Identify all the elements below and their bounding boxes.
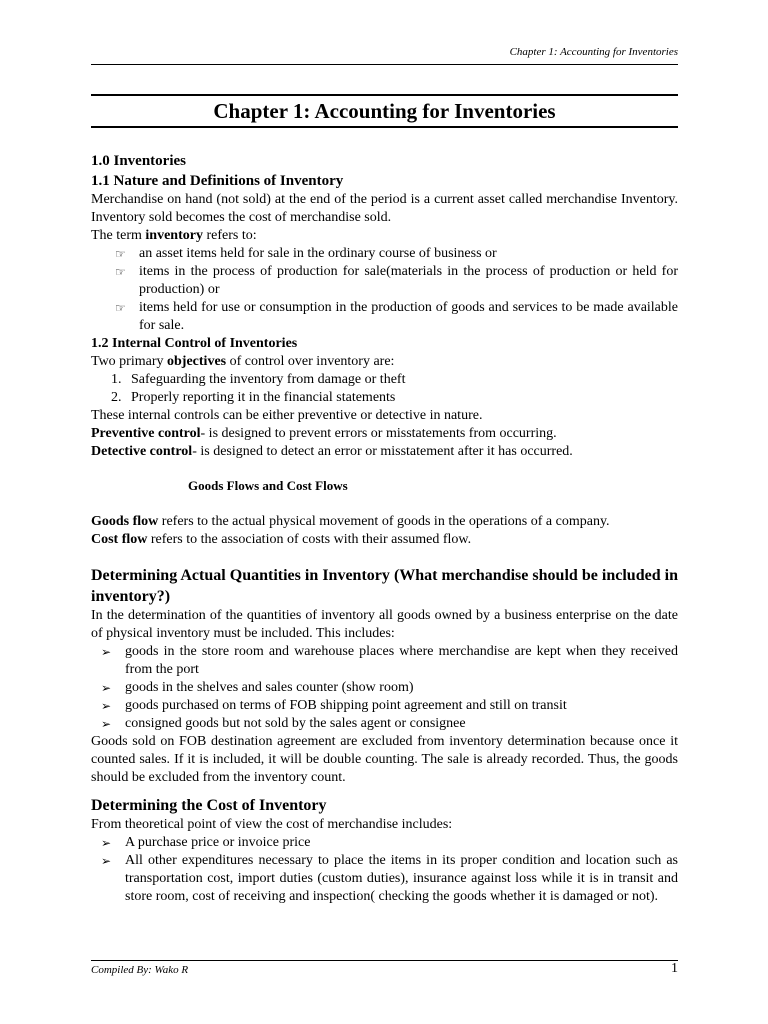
preventive-term: Preventive control bbox=[91, 426, 201, 441]
goods-cost-flows-heading: Goods Flows and Cost Flows bbox=[188, 478, 348, 493]
page-content bbox=[91, 151, 678, 906]
cost-of-inventory-heading: Determining the Cost of Inventory bbox=[91, 797, 327, 814]
quantities-list bbox=[91, 643, 678, 733]
list-item-text: consigned goods but not sold by the sales agent or consignee bbox=[125, 716, 466, 731]
list-item bbox=[91, 834, 678, 852]
page-number: 1 bbox=[671, 961, 678, 976]
cost-flow-line bbox=[91, 531, 678, 549]
list-item bbox=[91, 679, 678, 697]
list-item bbox=[91, 299, 678, 335]
header-rule bbox=[91, 64, 678, 65]
pointing-hand-icon: ☞ bbox=[115, 265, 126, 279]
list-item bbox=[91, 697, 678, 715]
list-item-text: goods in the store room and warehouse places where merchandise are kept when they received from the port bbox=[125, 644, 678, 677]
list-item-text: goods purchased on terms of FOB shipping point agreement and still on transit bbox=[125, 698, 567, 713]
list-item-text: items in the process of production for sale(materials in the process of production or held for production) or bbox=[139, 264, 678, 297]
quantities-paragraph: In the determination of the quantities of inventory all goods owned by a business enterprise on the date of physical inventory must be included. This includes: bbox=[91, 608, 678, 641]
pointing-hand-icon: ☞ bbox=[115, 301, 126, 315]
actual-quantities-heading: Determining Actual Quantities in Inventory (What merchandise should be included in inventory?) bbox=[91, 567, 678, 605]
controls-paragraph: These internal controls can be either preventive or detective in nature. bbox=[91, 408, 483, 423]
list-item-text: items held for use or consumption in the production of goods and services to be made available for sale. bbox=[139, 300, 678, 333]
arrowhead-icon: ➢ bbox=[101, 717, 112, 731]
list-item bbox=[91, 389, 678, 407]
preventive-text: - is designed to prevent errors or misstatements from occurring. bbox=[200, 426, 557, 441]
list-number: 2. bbox=[111, 390, 122, 405]
preventive-control-line bbox=[91, 425, 678, 443]
cost-paragraph: From theoretical point of view the cost of merchandise includes: bbox=[91, 817, 453, 832]
term-pre: The term bbox=[91, 228, 146, 243]
list-item-text: All other expenditures necessary to place the items in its proper condition and location such as transportation cost, import duties (custom duties), insurance against loss while it is in transit and store room, cost of receiving and inspection( checking the goods whether it is damaged or not). bbox=[125, 853, 678, 904]
list-item-text: Safeguarding the inventory from damage or theft bbox=[131, 372, 406, 387]
cost-flow-term: Cost flow bbox=[91, 532, 148, 547]
footer-rule bbox=[91, 960, 678, 961]
inventory-definition-list bbox=[91, 245, 678, 335]
goods-flow-text: refers to the actual physical movement of goods in the operations of a company. bbox=[158, 514, 610, 529]
cost-list bbox=[91, 834, 678, 906]
list-item-text: goods in the shelves and sales counter (show room) bbox=[125, 680, 414, 695]
section-1-0-heading: 1.0 Inventories bbox=[91, 153, 186, 169]
section-1-2-heading: 1.2 Internal Control of Inventories bbox=[91, 336, 298, 351]
arrowhead-icon: ➢ bbox=[101, 681, 112, 695]
detective-text: - is designed to detect an error or misstatement after it has occurred. bbox=[192, 444, 573, 459]
running-header: Chapter 1: Accounting for Inventories bbox=[509, 46, 678, 58]
list-item bbox=[91, 263, 678, 299]
obj-bold: objectives bbox=[167, 354, 227, 369]
arrowhead-icon: ➢ bbox=[101, 699, 112, 713]
list-item-text: A purchase price or invoice price bbox=[125, 835, 311, 850]
document-page bbox=[91, 0, 678, 1024]
list-item-text: Properly reporting it in the financial statements bbox=[131, 390, 396, 405]
goods-flow-term: Goods flow bbox=[91, 514, 159, 529]
term-bold: inventory bbox=[145, 228, 203, 243]
cost-flow-text: refers to the association of costs with their assumed flow. bbox=[147, 532, 472, 547]
term-inventory-line bbox=[91, 227, 678, 245]
obj-post: of control over inventory are: bbox=[226, 354, 395, 369]
objectives-intro bbox=[91, 353, 678, 371]
goods-flow-line bbox=[91, 513, 678, 531]
footer-compiled-by: Compiled By: Wako R bbox=[91, 964, 189, 976]
list-item bbox=[91, 715, 678, 733]
list-item-text: an asset items held for sale in the ordinary course of business or bbox=[139, 246, 497, 261]
term-post: refers to: bbox=[202, 228, 257, 243]
section-1-1-heading: 1.1 Nature and Definitions of Inventory bbox=[91, 173, 344, 189]
fob-paragraph: Goods sold on FOB destination agreement are excluded from inventory determination because once it counted sales. If it is included, it will be double counting. The sale is already recorded. Thus, the goods should be excluded from the inventory count. bbox=[91, 734, 678, 785]
arrowhead-icon: ➢ bbox=[101, 854, 112, 868]
merchandise-paragraph: Merchandise on hand (not sold) at the end of the period is a current asset called merchandise Inventory. Inventory sold becomes the cost of merchandise sold. bbox=[91, 192, 678, 225]
list-item bbox=[91, 852, 678, 906]
list-number: 1. bbox=[111, 372, 122, 387]
arrowhead-icon: ➢ bbox=[101, 836, 112, 850]
arrowhead-icon: ➢ bbox=[101, 645, 112, 659]
detective-control-line bbox=[91, 443, 678, 461]
list-item bbox=[91, 245, 678, 263]
chapter-title: Chapter 1: Accounting for Inventories bbox=[91, 94, 678, 128]
detective-term: Detective control bbox=[91, 444, 193, 459]
list-item bbox=[91, 643, 678, 679]
obj-pre: Two primary bbox=[91, 354, 168, 369]
pointing-hand-icon: ☞ bbox=[115, 247, 126, 261]
list-item bbox=[91, 371, 678, 389]
objectives-list bbox=[91, 371, 678, 407]
